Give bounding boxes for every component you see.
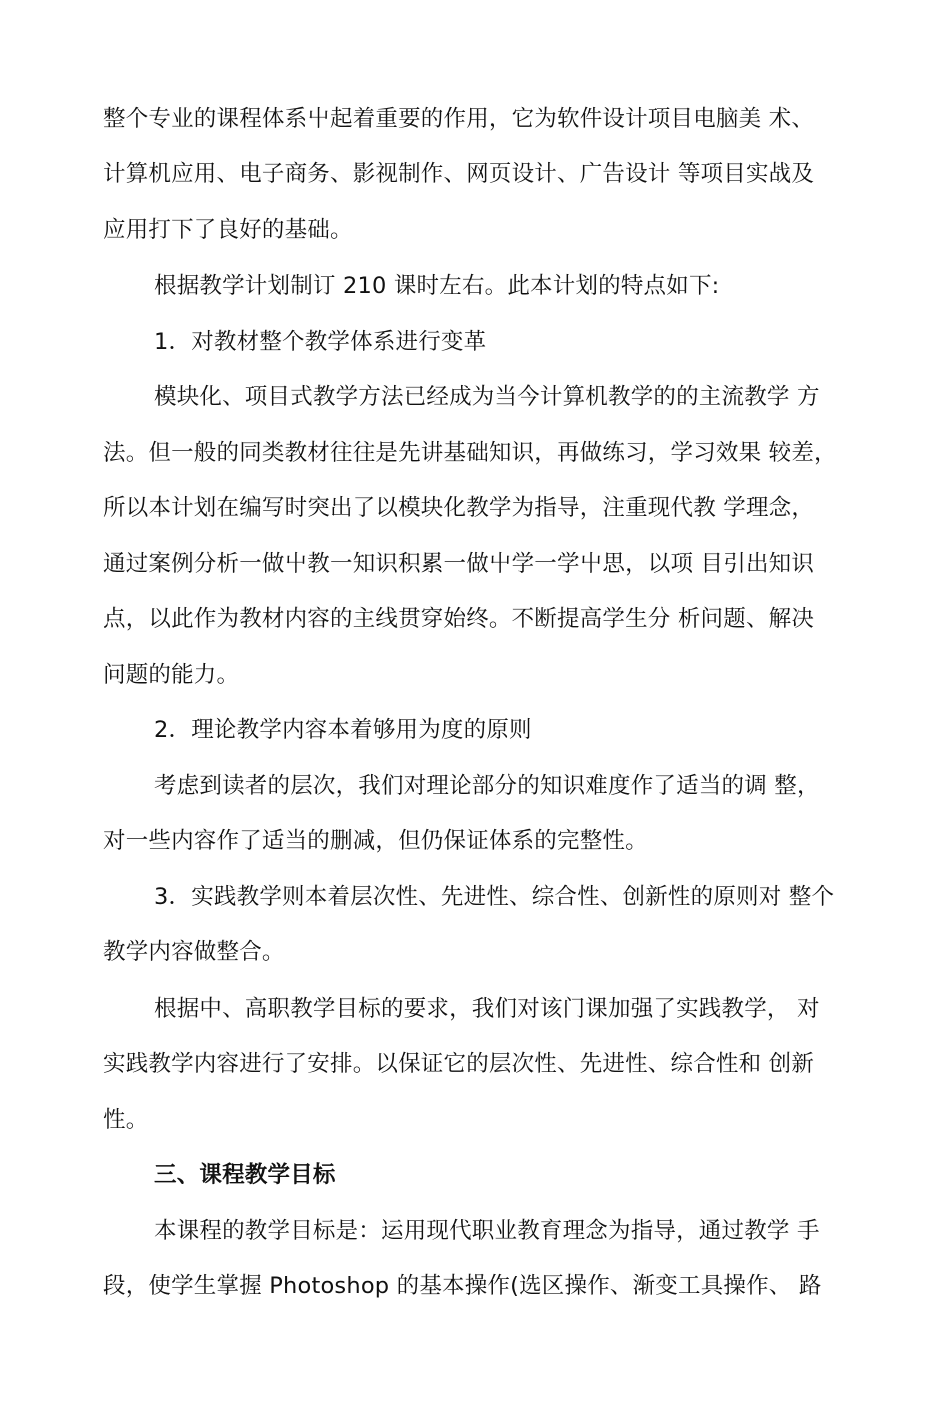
paragraph-line: 计算机应用、电子商务、影视制作、网页设计、广告设计 等项目实战及 bbox=[103, 161, 815, 187]
list-item-heading: 2．理论教学内容本着够用为度的原则 bbox=[154, 717, 532, 743]
paragraph-line: 段，使学生掌握 Photoshop 的基本操作(选区操作、渐变工具操作、 路 bbox=[103, 1273, 822, 1299]
paragraph-line: 所以本计划在编写时突出了以模块化教学为指导，注重现代教 学理念， bbox=[103, 495, 815, 521]
paragraph-line: 实践教学内容进行了安排。以保证它的层次性、先进性、综合性和 创新 bbox=[103, 1051, 815, 1077]
paragraph-line: 法。但一般的同类教材往往是先讲基础知识，再做练习，学习效果 较差， bbox=[103, 440, 837, 466]
paragraph-line: 模块化、项目式教学方法已经成为当今计算机教学的的主流教学 方 bbox=[154, 384, 820, 410]
paragraph-line: 性。 bbox=[103, 1107, 149, 1133]
paragraph-line: 教学内容做整合。 bbox=[103, 939, 285, 965]
paragraph-line: 考虑到读者的层次，我们对理论部分的知识难度作了适当的调 整， bbox=[154, 773, 820, 799]
list-item-heading: 1．对教材整个教学体系进行变革 bbox=[154, 329, 487, 355]
paragraph-line: 问题的能力。 bbox=[103, 662, 240, 688]
paragraph-line: 应用打下了良好的基础。 bbox=[103, 217, 353, 243]
paragraph-line: 本课程的教学目标是：运用现代职业教育理念为指导，通过教学 手 bbox=[154, 1218, 820, 1244]
paragraph-line: 整个专业的课程体系屮起着重要的作用，它为软件设计项目电脑美 术、 bbox=[103, 106, 815, 132]
list-item-heading: 3．实践教学则本着层次性、先进性、综合性、创新性的原则对 整个 bbox=[154, 884, 835, 910]
section-heading: 三、课程教学目标 bbox=[154, 1162, 336, 1188]
paragraph-line: 点，以此作为教材内容的主线贯穿始终。不断提高学生分 析问题、解决 bbox=[103, 606, 815, 632]
paragraph-line: 对一些内容作了适当的删减，但仍保证体系的完整性。 bbox=[103, 828, 648, 854]
paragraph-line: 通过案例分析一做屮教一知识积累一做屮学一学屮思，以项 目引出知识 bbox=[103, 551, 815, 577]
paragraph-line: 根据中、高职教学目标的要求，我们对该门课加强了实践教学， 对 bbox=[154, 996, 820, 1022]
paragraph-line: 根据教学计划制订 210 课时左右。此本计划的特点如下: bbox=[154, 273, 720, 299]
